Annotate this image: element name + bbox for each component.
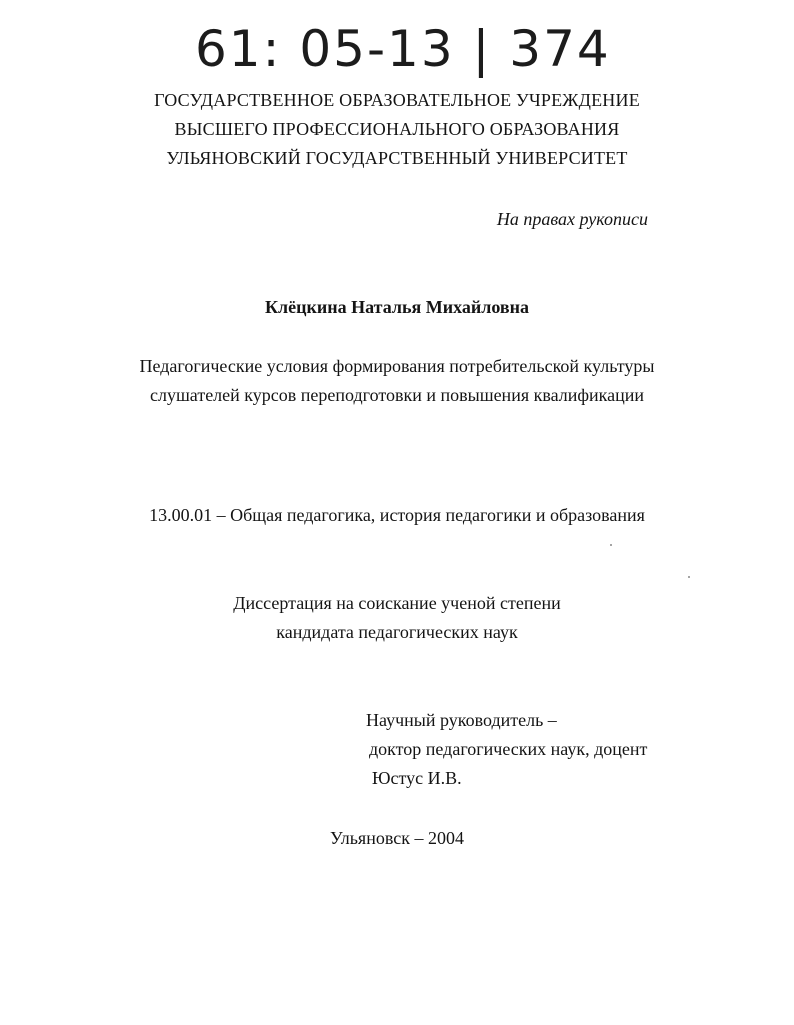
degree-line-1: Диссертация на соискание ученой степени [233, 593, 561, 613]
degree-line-2: кандидата педагогических наук [276, 622, 518, 642]
scan-speck [610, 544, 612, 546]
title-line-1: Педагогические условия формирования потребительской культуры [139, 356, 655, 376]
institution-line-2: ВЫСШЕГО ПРОФЕССИОНАЛЬНОГО ОБРАЗОВАНИЯ [174, 119, 620, 139]
scan-speck [688, 576, 690, 578]
place-year: Ульяновск – 2004 [330, 828, 464, 848]
supervisor-rank: доктор педагогических наук, доцент [369, 739, 648, 759]
author-name: Клёцкина Наталья Михайловна [265, 297, 529, 317]
institution-line-3: УЛЬЯНОВСКИЙ ГОСУДАРСТВЕННЫЙ УНИВЕРСИТЕТ [166, 148, 628, 168]
handwritten-code: 61: 05-13 | 374 [195, 20, 611, 78]
supervisor-label: Научный руководитель – [366, 710, 557, 730]
title-line-2: слушателей курсов переподготовки и повышения квалификации [149, 385, 645, 405]
supervisor-name: Юстус И.В. [372, 768, 462, 788]
specialty-code: 13.00.01 – Общая педагогика, история педагогики и образования [149, 505, 645, 525]
institution-line-1: ГОСУДАРСТВЕННОЕ ОБРАЗОВАТЕЛЬНОЕ УЧРЕЖДЕНИЕ [154, 90, 640, 110]
handwritten-catalog-number [185, 8, 611, 88]
rights-note: На правах рукописи [496, 209, 648, 229]
